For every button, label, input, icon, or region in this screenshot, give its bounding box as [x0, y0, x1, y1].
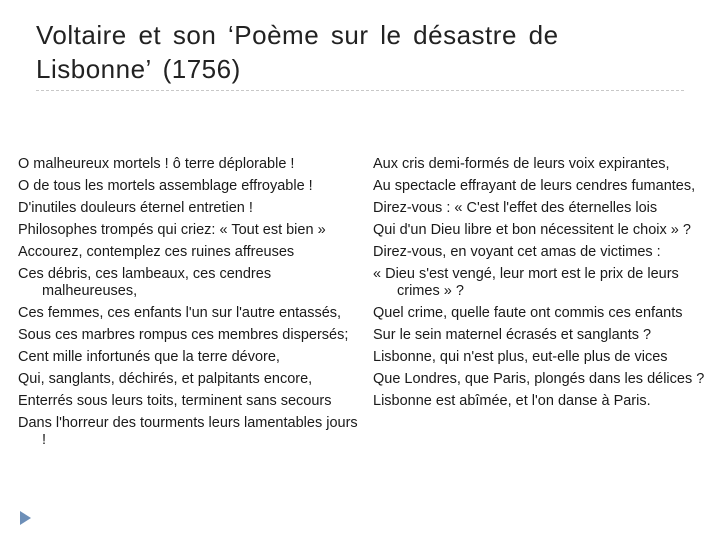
- verse-line: « Dieu s'est vengé, leur mort est le prix de leurs crimes » ?: [373, 266, 679, 299]
- slide-title-line-2: Lisbonne’ (1756): [36, 54, 241, 84]
- play-arrow-icon: [20, 511, 31, 525]
- slide-title-line-1: Voltaire et son ‘Poème sur le désastre de: [36, 20, 559, 50]
- verse-line: Ces femmes, ces enfants l'un sur l'autre entassés,: [18, 305, 342, 321]
- verse-line: Qui, sanglants, déchirés, et palpitants encore,: [18, 371, 313, 387]
- poem-left-column: [18, 156, 358, 454]
- verse-line: Quel crime, quelle faute ont commis ces enfants: [373, 305, 683, 321]
- verse-line: O malheureux mortels ! ô terre déplorable !: [18, 156, 295, 172]
- verse-line: Sur le sein maternel écrasés et sanglants ?: [373, 327, 652, 343]
- verse-line: Aux cris demi-formés de leurs voix expirantes,: [373, 156, 670, 172]
- verse-line: Dans l'horreur des tourments leurs lamentables jours !: [18, 415, 358, 448]
- verse-line: Au spectacle effrayant de leurs cendres fumantes,: [373, 178, 696, 194]
- verse-line: Accourez, contemplez ces ruines affreuses: [18, 244, 295, 260]
- verse-line: Sous ces marbres rompus ces membres dispersés;: [18, 327, 349, 343]
- verse-line: D'inutiles douleurs éternel entretien !: [18, 200, 253, 216]
- verse-line: O de tous les mortels assemblage effroyable !: [18, 178, 313, 194]
- slide-title: [36, 18, 696, 86]
- verse-line: Direz-vous : « C'est l'effet des éternelles lois: [373, 200, 658, 216]
- verse-line: Lisbonne est abîmée, et l'on danse à Paris.: [373, 393, 651, 409]
- verse-line: Lisbonne, qui n'est plus, eut-elle plus de vices: [373, 349, 668, 365]
- verse-line: Philosophes trompés qui criez: « Tout est bien »: [18, 222, 326, 238]
- poem-right-column: [373, 156, 718, 415]
- verse-line: Direz-vous, en voyant cet amas de victimes :: [373, 244, 661, 260]
- verse-line: Enterrés sous leurs toits, terminent sans secours: [18, 393, 332, 409]
- verse-line: Ces débris, ces lambeaux, ces cendres malheureuses,: [18, 266, 272, 299]
- title-divider: [36, 90, 684, 91]
- verse-line: Que Londres, que Paris, plongés dans les délices ?: [373, 371, 705, 387]
- verse-line: Cent mille infortunés que la terre dévore,: [18, 349, 280, 365]
- verse-line: Qui d'un Dieu libre et bon nécessitent le choix » ?: [373, 222, 691, 238]
